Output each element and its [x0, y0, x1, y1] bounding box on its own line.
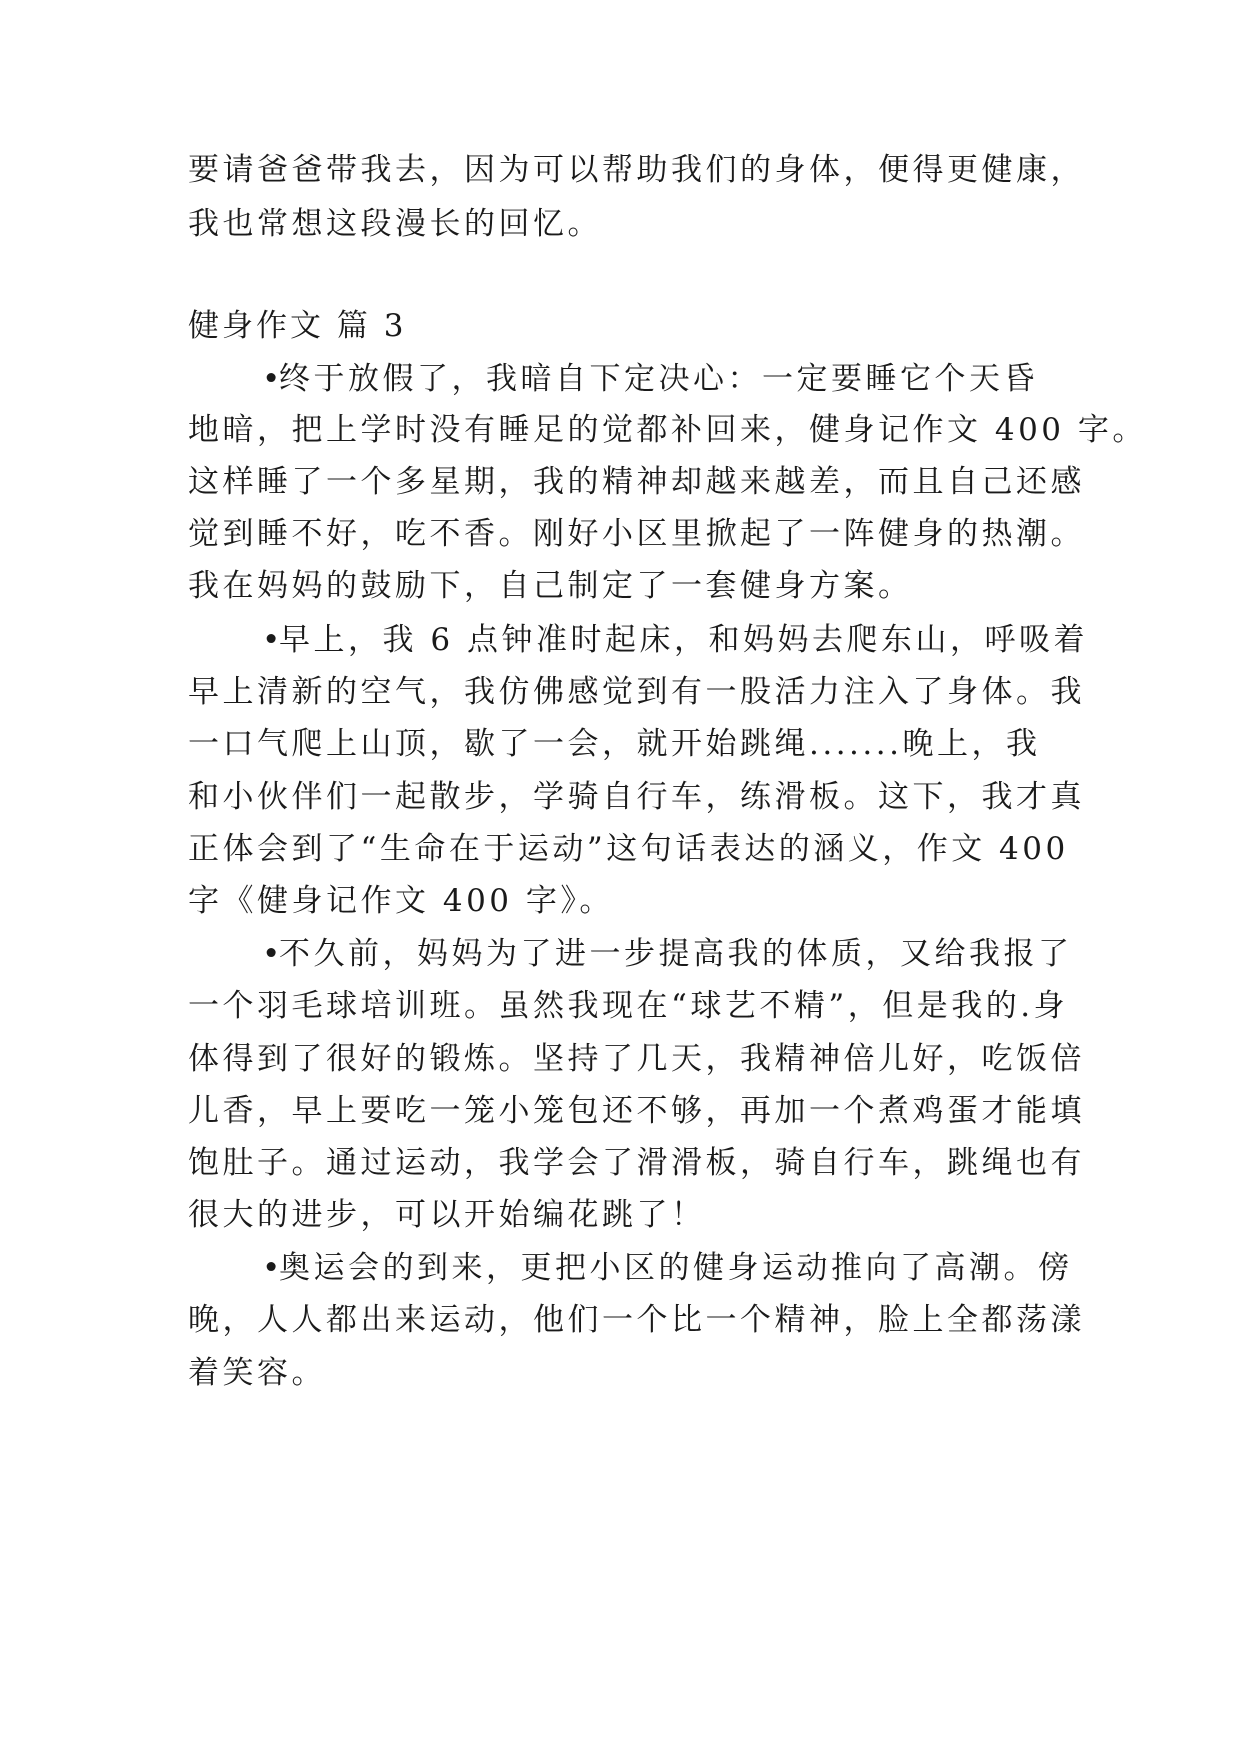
paragraph-3-line: 很大的进步，可以开始编花跳了！ — [188, 1197, 706, 1233]
bullet-icon: • — [262, 1250, 284, 1286]
bullet-icon: • — [262, 361, 284, 397]
paragraph-3-line: 一个羽毛球培训班。虽然我现在“球艺不精”，但是我的.身 — [188, 988, 1069, 1024]
paragraph-2-first-text: 早上，我 6 点钟准时起床，和妈妈去爬东山，呼吸着 — [279, 622, 1088, 658]
paragraph-1-line: 地暗，把上学时没有睡足的觉都补回来，健身记作文 400 字。 — [188, 412, 1147, 448]
paragraph-1-first-line — [262, 359, 1162, 399]
paragraph-3-line: 饱肚子。通过运动，我学会了滑滑板，骑自行车，跳绳也有 — [188, 1145, 1085, 1181]
bullet-icon: • — [262, 936, 284, 972]
paragraph-1-line: 这样睡了一个多星期，我的精神却越来越差，而且自己还感 — [188, 464, 1085, 500]
paragraph-2-line: 字《健身记作文 400 字》。 — [188, 883, 614, 919]
paragraph-3-line: 体得到了很好的锻炼。坚持了几天，我精神倍儿好，吃饭倍 — [188, 1041, 1085, 1077]
intro-line-2: 我也常想这段漫长的回忆。 — [188, 206, 602, 242]
paragraph-1-first-text: 终于放假了，我暗自下定决心：一定要睡它个天昏 — [279, 361, 1039, 397]
paragraph-2-first-line — [262, 620, 1162, 660]
paragraph-1-line: 觉到睡不好，吃不香。刚好小区里掀起了一阵健身的热潮。 — [188, 516, 1085, 552]
paragraph-1-line: 我在妈妈的鼓励下，自己制定了一套健身方案。 — [188, 568, 913, 604]
intro-line-1: 要请爸爸带我去，因为可以帮助我们的身体，便得更健康， — [188, 152, 1085, 188]
paragraph-3-first-line — [262, 934, 1162, 974]
paragraph-2-line: 一口气爬上山顶，歇了一会，就开始跳绳.......晚上，我 — [188, 726, 1041, 762]
section-heading: 健身作文 篇 3 — [188, 308, 407, 344]
paragraph-2-line: 和小伙伴们一起散步，学骑自行车，练滑板。这下，我才真 — [188, 779, 1085, 815]
paragraph-4-first-text: 奥运会的到来，更把小区的健身运动推向了高潮。傍 — [279, 1250, 1073, 1286]
paragraph-2-line: 早上清新的空气，我仿佛感觉到有一股活力注入了身体。我 — [188, 674, 1085, 710]
paragraph-3-line: 儿香，早上要吃一笼小笼包还不够，再加一个煮鸡蛋才能填 — [188, 1093, 1085, 1129]
paragraph-3-first-text: 不久前，妈妈为了进一步提高我的体质，又给我报了 — [279, 936, 1073, 972]
paragraph-4-line: 晚，人人都出来运动，他们一个比一个精神，脸上全都荡漾 — [188, 1302, 1085, 1338]
paragraph-2-line: 正体会到了“生命在于运动”这句话表达的涵义，作文 400 — [188, 831, 1069, 867]
paragraph-4-first-line — [262, 1248, 1162, 1288]
paragraph-4-line: 着笑容。 — [188, 1355, 326, 1391]
bullet-icon: • — [262, 622, 284, 658]
